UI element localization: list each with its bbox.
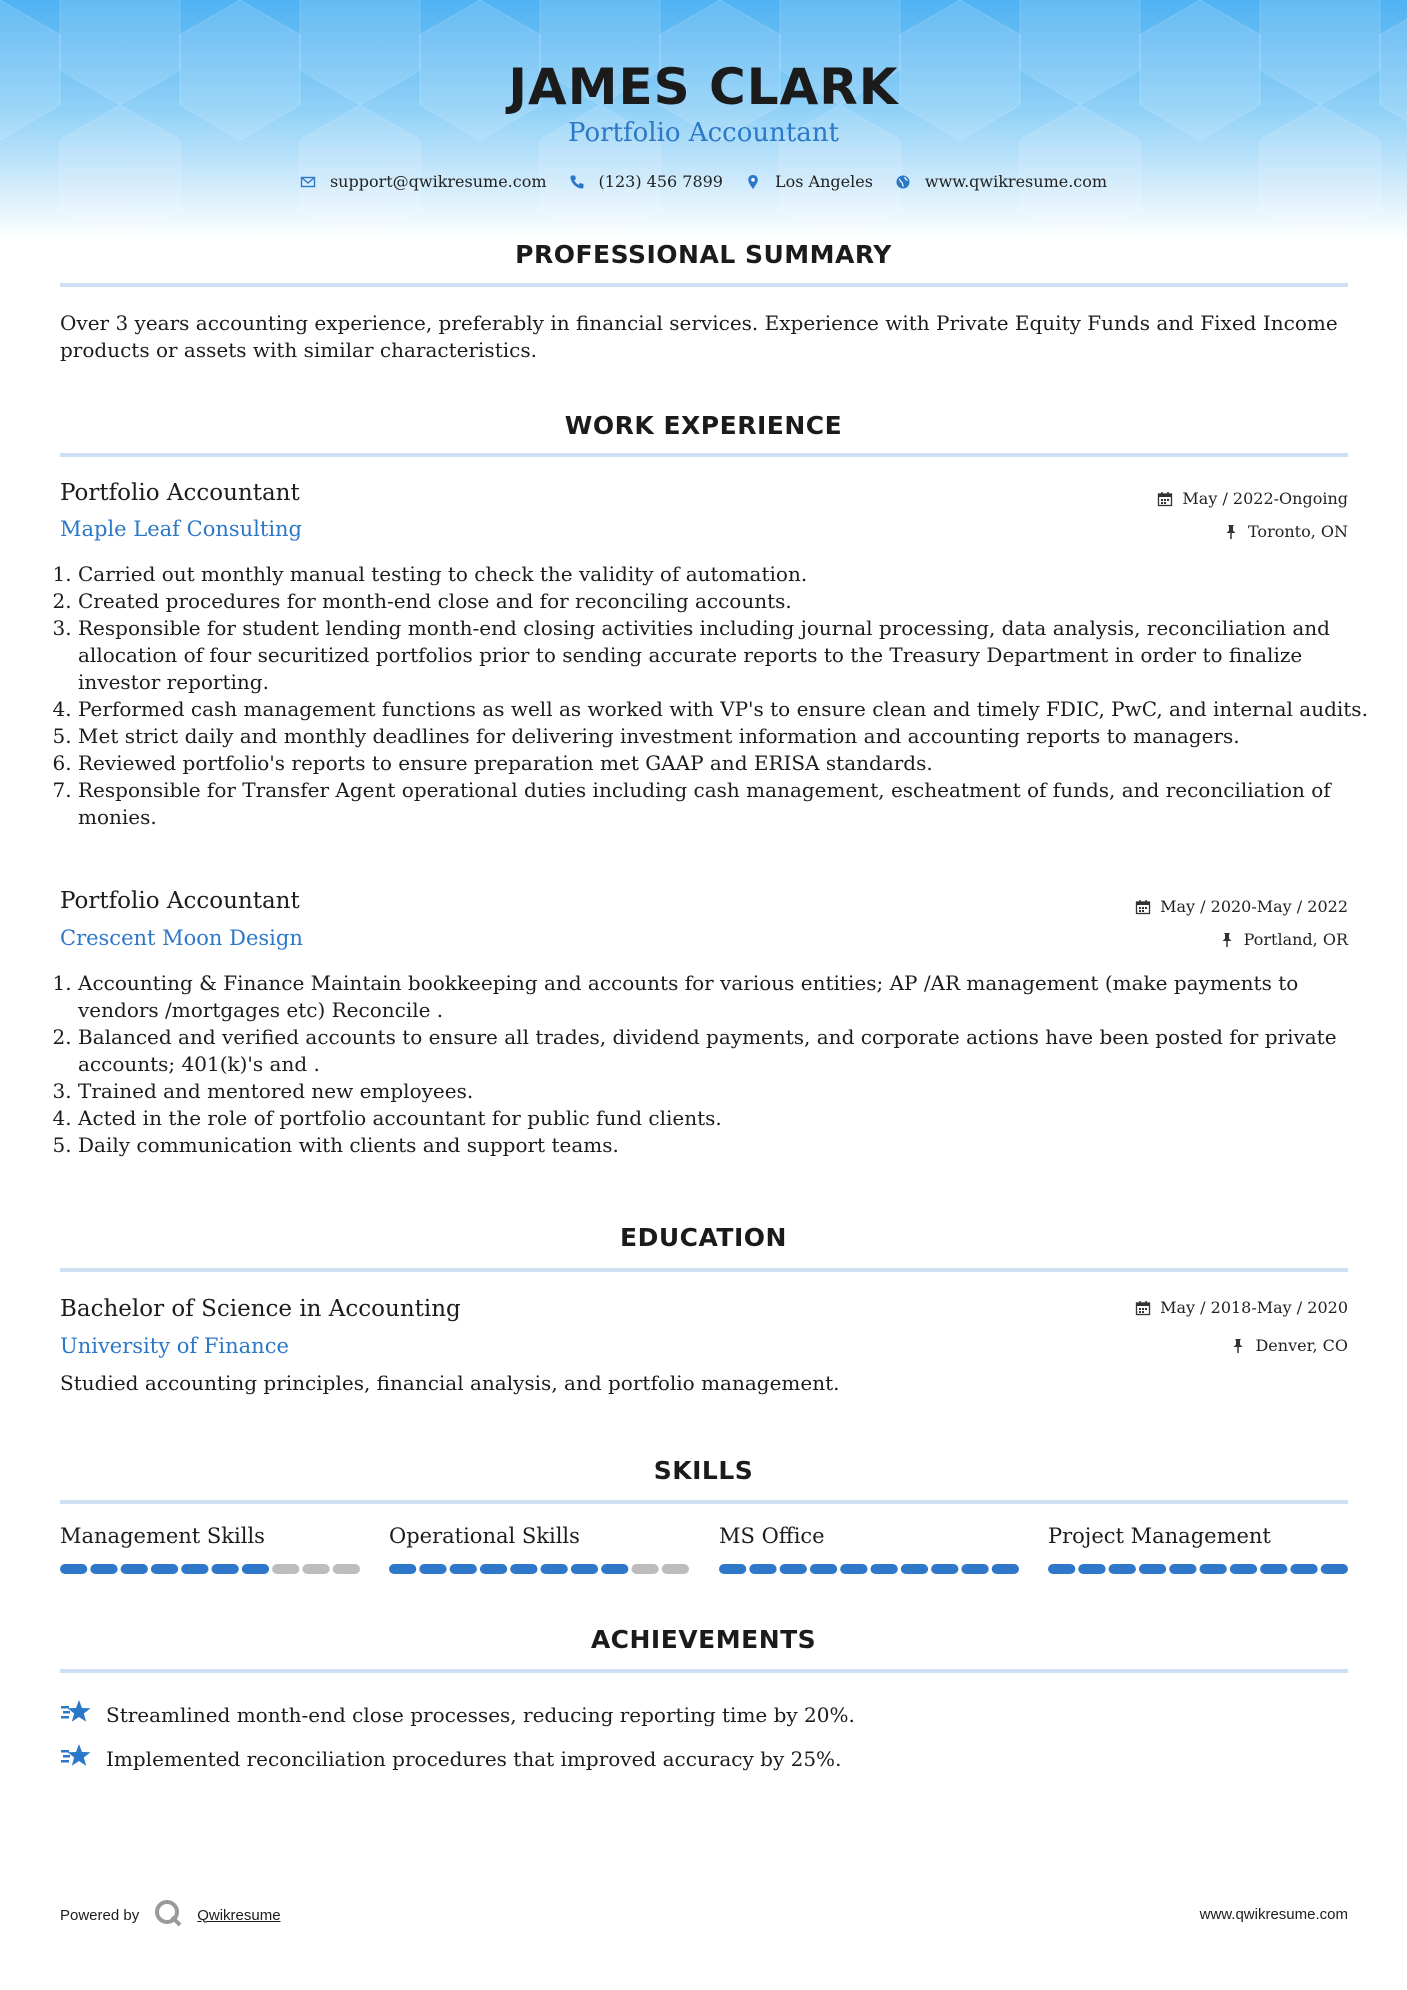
job-1-date: May / 2022-Ongoing xyxy=(1157,489,1348,508)
skill-segment-filled xyxy=(1290,1564,1317,1574)
achievements-heading: ACHIEVEMENTS xyxy=(590,1625,817,1654)
skill-segment-filled xyxy=(510,1564,537,1574)
summary-divider xyxy=(60,283,1348,287)
skill-segment-filled xyxy=(1048,1564,1075,1574)
degree-title: Bachelor of Science in Accounting xyxy=(60,1296,461,1322)
skill-level-bar xyxy=(60,1564,360,1574)
achievement-item: Implemented reconciliation procedures that improved accuracy by 25%. xyxy=(60,1742,841,1775)
phone-text: (123) 456 7899 xyxy=(598,172,723,191)
pushpin-icon xyxy=(1230,1338,1246,1354)
list-item: 4. Acted in the role of portfolio accountant for public fund clients. xyxy=(78,1105,1378,1132)
skill-segment-filled xyxy=(242,1564,269,1574)
skill-segment-filled xyxy=(541,1564,568,1574)
skill-segment-filled xyxy=(840,1564,867,1574)
contact-website[interactable] xyxy=(895,172,1107,191)
footer-website[interactable]: www.qwikresume.com xyxy=(1199,1906,1348,1923)
qwikresume-logo-icon xyxy=(153,1898,183,1932)
skill-segment-filled xyxy=(719,1564,746,1574)
achievement-item: Streamlined month-end close processes, reducing reporting time by 20%. xyxy=(60,1698,855,1731)
achievements-divider xyxy=(60,1669,1348,1673)
skill-segment-filled xyxy=(810,1564,837,1574)
skill-project-management xyxy=(1048,1524,1348,1548)
contact-email[interactable] xyxy=(300,172,547,191)
candidate-name: JAMES CLARK xyxy=(508,58,899,116)
job-2-company: Crescent Moon Design xyxy=(60,926,303,950)
skill-segment-filled xyxy=(1078,1564,1105,1574)
skill-segment-filled xyxy=(389,1564,416,1574)
star-icon xyxy=(60,1698,92,1731)
summary-text: Over 3 years accounting experience, preferably in financial services. Experience with Private Equity Funds and Fixed Income products or assets with similar characteristics. xyxy=(60,311,1338,362)
education-location: Denver, CO xyxy=(1230,1336,1348,1355)
list-item: 2. Balanced and verified accounts to ensure all trades, dividend payments, and corporate actions have been posted for private accounts; 401(k)'s and . xyxy=(78,1024,1378,1078)
job-1-company: Maple Leaf Consulting xyxy=(60,517,303,541)
education-description: Studied accounting principles, financial analysis, and portfolio management. xyxy=(60,1371,840,1395)
footer-powered-by: Powered by Qwikresume xyxy=(60,1898,281,1932)
skill-segment-filled xyxy=(90,1564,117,1574)
skill-level-bar xyxy=(1048,1564,1348,1574)
contact-location xyxy=(745,172,873,191)
skill-segment-empty xyxy=(302,1564,329,1574)
job-2-bullets xyxy=(60,970,1378,1159)
skill-segment-filled xyxy=(601,1564,628,1574)
phone-icon xyxy=(569,174,585,190)
skill-segment-filled xyxy=(1169,1564,1196,1574)
location-text: Los Angeles xyxy=(774,172,873,191)
skill-name: Management Skills xyxy=(60,1524,265,1548)
skill-segment-filled xyxy=(212,1564,239,1574)
calendar-icon xyxy=(1135,1300,1151,1316)
list-item: 5. Daily communication with clients and support teams. xyxy=(78,1132,1378,1159)
education-divider xyxy=(60,1268,1348,1272)
skill-segment-filled xyxy=(931,1564,958,1574)
qwikresume-link[interactable]: Qwikresume xyxy=(197,1906,281,1924)
pushpin-icon xyxy=(1219,932,1235,948)
list-item: 5. Met strict daily and monthly deadlines for delivering investment information and accounting reports to managers. xyxy=(78,723,1378,750)
skill-segment-filled xyxy=(780,1564,807,1574)
list-item: 6. Reviewed portfolio's reports to ensure preparation met GAAP and ERISA standards. xyxy=(78,750,1378,777)
skill-operational xyxy=(389,1524,689,1548)
website-text: www.qwikresume.com xyxy=(924,172,1108,191)
experience-heading: WORK EXPERIENCE xyxy=(564,411,843,440)
skill-segment-filled xyxy=(480,1564,507,1574)
skill-ms-office xyxy=(719,1524,1019,1548)
list-item: 1. Carried out monthly manual testing to check the validity of automation. xyxy=(78,561,1378,588)
skill-segment-filled xyxy=(992,1564,1019,1574)
calendar-icon xyxy=(1135,899,1151,915)
list-item: 4. Performed cash management functions as well as worked with VP's to ensure clean and timely FDIC, PwC, and internal audits. xyxy=(78,696,1378,723)
skill-segment-empty xyxy=(333,1564,360,1574)
skill-segment-filled xyxy=(60,1564,87,1574)
skill-segment-filled xyxy=(181,1564,208,1574)
skill-segment-empty xyxy=(662,1564,689,1574)
skill-segment-filled xyxy=(1200,1564,1227,1574)
job-1-bullets xyxy=(60,561,1378,831)
skill-segment-filled xyxy=(450,1564,477,1574)
education-date: May / 2018-May / 2020 xyxy=(1135,1298,1348,1317)
list-item: 3. Trained and mentored new employees. xyxy=(78,1078,1378,1105)
skill-segment-filled xyxy=(871,1564,898,1574)
contact-phone[interactable] xyxy=(569,172,723,191)
skill-name: Operational Skills xyxy=(389,1524,580,1548)
skill-level-bar xyxy=(719,1564,1019,1574)
school-name: University of Finance xyxy=(60,1334,289,1358)
skill-segment-filled xyxy=(571,1564,598,1574)
job-2-title: Portfolio Accountant xyxy=(60,888,300,914)
job-2-date: May / 2020-May / 2022 xyxy=(1135,897,1348,916)
skill-segment-empty xyxy=(272,1564,299,1574)
list-item: 7. Responsible for Transfer Agent operational duties including cash management, escheatment of funds, and reconciliation of monies. xyxy=(78,777,1378,831)
skill-management xyxy=(60,1524,360,1548)
envelope-icon xyxy=(300,174,316,190)
job-1-title: Portfolio Accountant xyxy=(60,480,300,506)
skill-segment-filled xyxy=(1260,1564,1287,1574)
skill-segment-filled xyxy=(1109,1564,1136,1574)
job-2-location: Portland, OR xyxy=(1219,930,1348,949)
skill-name: Project Management xyxy=(1048,1524,1271,1548)
globe-icon xyxy=(895,174,911,190)
skill-segment-filled xyxy=(151,1564,178,1574)
education-heading: EDUCATION xyxy=(620,1223,787,1252)
map-pin-icon xyxy=(745,174,761,190)
skill-segment-filled xyxy=(961,1564,988,1574)
summary-heading: PROFESSIONAL SUMMARY xyxy=(515,240,892,269)
skill-segment-filled xyxy=(1321,1564,1348,1574)
skill-segment-filled xyxy=(1230,1564,1257,1574)
skill-segment-filled xyxy=(1139,1564,1166,1574)
skills-divider xyxy=(60,1500,1348,1504)
email-text: support@qwikresume.com xyxy=(329,172,547,191)
skill-name: MS Office xyxy=(719,1524,825,1548)
candidate-title: Portfolio Accountant xyxy=(568,118,839,148)
pushpin-icon xyxy=(1223,524,1239,540)
calendar-icon xyxy=(1157,491,1173,507)
contact-bar xyxy=(0,172,1407,191)
list-item: 2. Created procedures for month-end close and for reconciling accounts. xyxy=(78,588,1378,615)
job-1-location: Toronto, ON xyxy=(1223,522,1348,541)
skill-segment-empty xyxy=(631,1564,658,1574)
star-icon xyxy=(60,1742,92,1775)
skills-heading: SKILLS xyxy=(653,1456,754,1485)
skill-segment-filled xyxy=(121,1564,148,1574)
skill-segment-filled xyxy=(901,1564,928,1574)
list-item: 1. Accounting & Finance Maintain bookkeeping and accounts for various entities; AP /AR management (make payments to vendors /mortgages etc) Reconcile . xyxy=(78,970,1378,1024)
skill-segment-filled xyxy=(749,1564,776,1574)
skill-level-bar xyxy=(389,1564,689,1574)
list-item: 3. Responsible for student lending month-end closing activities including journal processing, data analysis, reconciliation and allocation of four securitized portfolios prior to sending accurate reports to the Treasury Department in order to finalize investor reporting. xyxy=(78,615,1378,696)
skill-segment-filled xyxy=(419,1564,446,1574)
experience-divider xyxy=(60,453,1348,457)
